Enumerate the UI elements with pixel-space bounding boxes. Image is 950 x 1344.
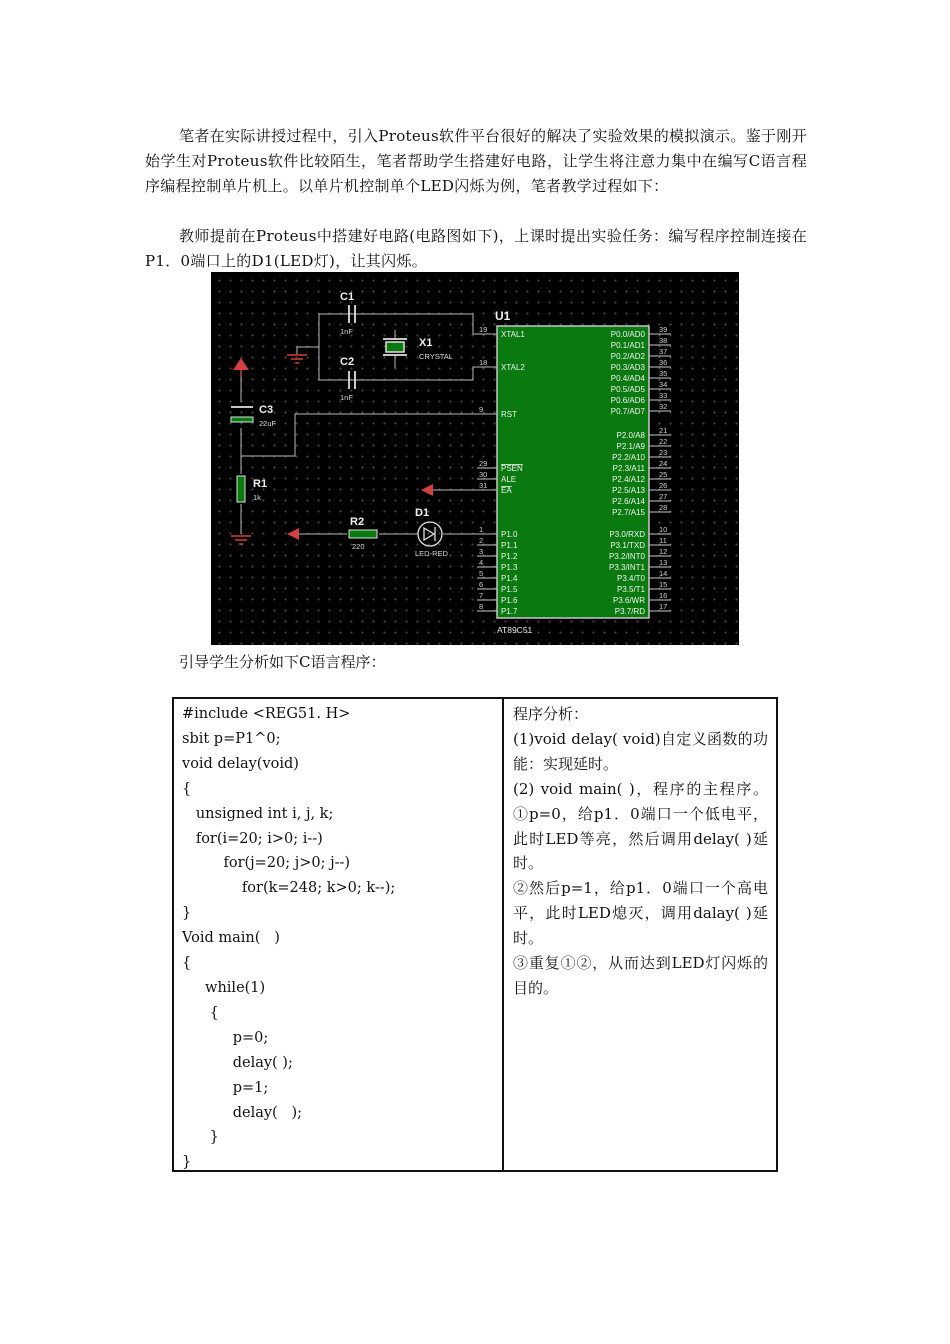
- x1-value: CRYSTAL: [419, 352, 453, 361]
- r2-ref: R2: [350, 516, 365, 528]
- ground-oscillator: [287, 355, 307, 363]
- pin-name: P0.6/AD6: [610, 396, 645, 405]
- pin-number: 35: [659, 369, 668, 378]
- pin-number: 30: [479, 470, 488, 479]
- pin-number: 19: [479, 325, 488, 334]
- pin-number: 5: [479, 569, 484, 578]
- pin-name: XTAL2: [501, 363, 525, 372]
- code-line: }: [182, 905, 192, 922]
- ground-reset: [231, 536, 251, 544]
- analysis-item-4: ③重复①②，从而达到LED灯闪烁的目的。: [513, 954, 768, 997]
- pin-name: P1.3: [501, 563, 518, 572]
- code-line: {: [182, 1004, 219, 1021]
- c1-value: 1nF: [340, 327, 353, 336]
- pin-number: 31: [479, 481, 488, 490]
- pin-number: 14: [659, 569, 668, 578]
- analysis-item-1: (1)void delay( void)自定义函数的功能：实现延时。: [513, 729, 768, 773]
- pin-name: P0.2/AD2: [610, 352, 645, 361]
- pin-number: 38: [659, 336, 668, 345]
- task-paragraph: 教师提前在Proteus中搭建好电路(电路图如下)，上课时提出实验任务：编写程序控制连接在P1．0端口上的D1(LED灯)，让其闪烁。: [145, 227, 807, 270]
- pin-name: P3.7/RD: [614, 607, 645, 616]
- analysis-item-2: (2) void main( )，程序的主程序。①p=0，给p1．0端口一个低电平，此时LED等亮，然后调用delay( )延时。: [513, 779, 768, 873]
- analysis-column: [504, 699, 776, 1170]
- pin-number: 26: [659, 481, 668, 490]
- pin-name: P3.1/TXD: [610, 541, 645, 550]
- pin-number: 28: [659, 503, 668, 512]
- pin-number: 15: [659, 580, 668, 589]
- code-line: for(j=20; j>0; j--): [182, 855, 351, 872]
- pin-number: 29: [479, 459, 488, 468]
- u1-value: AT89C51: [497, 625, 533, 635]
- code-line: while(1): [182, 979, 266, 996]
- code-line: {: [182, 955, 192, 972]
- r1-value: 1k: [253, 493, 261, 502]
- pin-number: 8: [479, 602, 484, 611]
- pin-name: RST: [501, 410, 517, 419]
- pin-name: P1.1: [501, 541, 518, 550]
- pin-name: P2.5/A13: [612, 486, 645, 495]
- pin-number: 21: [659, 426, 668, 435]
- pin-name: ALE: [501, 475, 517, 484]
- code-caption: 引导学生分析如下C语言程序：: [179, 653, 386, 671]
- pin-number: 25: [659, 470, 668, 479]
- code-line: void delay(void): [182, 755, 299, 772]
- d1-value: LED-RED: [415, 549, 448, 558]
- reset-circuit: [241, 368, 497, 534]
- vcc-arrow: [233, 358, 249, 370]
- code-line: #include <REG51. H>: [182, 706, 351, 722]
- pin-number: 7: [479, 591, 484, 600]
- intro-paragraph: 笔者在实际讲授过程中，引入Proteus软件平台很好的解决了实验效果的模拟演示。鉴于刚开始学生对Proteus软件比较陌生，笔者帮助学生搭建好电路，让学生将注意力集中在编写C语言程序编程控制单片机上。以单片机控制单个LED闪烁为例，笔者教学过程如下：: [145, 127, 807, 195]
- pin-number: 12: [659, 547, 668, 556]
- code-line: p=0;: [182, 1029, 269, 1046]
- pin-number: 36: [659, 358, 668, 367]
- pin-number: 27: [659, 492, 668, 501]
- pin-number: 24: [659, 459, 668, 468]
- d1-ref: D1: [415, 507, 430, 519]
- c3-ref: C3: [259, 404, 274, 416]
- pin-name: P1.0: [501, 530, 518, 539]
- c1-ref: C1: [340, 291, 355, 303]
- pin-name: P2.4/A12: [612, 475, 645, 484]
- pin-number: 11: [659, 536, 667, 545]
- pin-number: 33: [659, 391, 668, 400]
- u1-ref: U1: [495, 309, 511, 323]
- pin-name: P1.5: [501, 585, 518, 594]
- code-line: Void main( ): [182, 930, 280, 947]
- pin-number: 3: [479, 547, 484, 556]
- pin-number: 17: [659, 602, 668, 611]
- pin-name: P3.6/WR: [612, 596, 645, 605]
- pin-name: P2.2/A10: [612, 453, 645, 462]
- pin-name: P0.1/AD1: [610, 341, 645, 350]
- circuit-diagram: [211, 272, 739, 645]
- pin-number: 10: [659, 525, 668, 534]
- code-line: p=1;: [182, 1079, 269, 1096]
- analysis-title: 程序分析：: [513, 705, 589, 723]
- pin-name: P2.0/A8: [616, 431, 645, 440]
- r2-value: 220: [352, 542, 365, 551]
- pin-name: EA: [501, 486, 512, 495]
- code-line: delay( );: [182, 1054, 293, 1071]
- pin-name: P1.6: [501, 596, 518, 605]
- pin-number: 4: [479, 558, 484, 567]
- pin-name: P2.7/A15: [612, 508, 645, 517]
- code-line: delay( );: [182, 1104, 303, 1121]
- pin-number: 9: [479, 405, 484, 414]
- pin-number: 1: [479, 525, 484, 534]
- pin-name: P1.4: [501, 574, 518, 583]
- pin-number: 32: [659, 402, 668, 411]
- code-line: }: [182, 1129, 219, 1146]
- analysis-item-3: ②然后p=1，给p1．0端口一个高电平，此时LED熄灭，调用dalay( )延时。: [513, 879, 768, 948]
- pin-name: P3.5/T1: [616, 585, 645, 594]
- c2-ref: C2: [340, 356, 355, 368]
- pin-name: P3.3/INT1: [608, 563, 645, 572]
- pin-number: 23: [659, 448, 668, 457]
- pin-name: P2.6/A14: [612, 497, 645, 506]
- code-line: for(k=248; k>0; k--);: [182, 880, 396, 897]
- pin-name: P3.4/T0: [616, 574, 645, 583]
- code-line: for(i=20; i>0; i--): [182, 830, 323, 847]
- pin-name: P0.0/AD0: [610, 330, 645, 339]
- c3-value: 22uF: [259, 419, 277, 428]
- r1-ref: R1: [253, 478, 268, 490]
- pin-name: P1.2: [501, 552, 518, 561]
- pin-name: XTAL1: [501, 330, 525, 339]
- code-line: }: [182, 1154, 192, 1171]
- pin-number: 34: [659, 380, 668, 389]
- pin-number: 18: [479, 358, 488, 367]
- c2-value: 1nF: [340, 393, 353, 402]
- led-arrow: [287, 528, 299, 540]
- pin-number: 16: [659, 591, 668, 600]
- pin-number: 37: [659, 347, 668, 356]
- code-analysis-table: [172, 697, 778, 1172]
- pin-number: 2: [479, 536, 484, 545]
- ea-arrow: [421, 484, 433, 496]
- pin-name: P3.0/RXD: [609, 530, 645, 539]
- pin-number: 6: [479, 580, 484, 589]
- pin-number: 22: [659, 437, 668, 446]
- pin-name: P0.7/AD7: [610, 407, 645, 416]
- code-line: unsigned int i, j, k;: [182, 805, 334, 822]
- pin-name: P2.3/A11: [612, 464, 645, 473]
- pin-name: P0.5/AD5: [610, 385, 645, 394]
- pin-name: P3.2/INT0: [608, 552, 645, 561]
- pin-name: P1.7: [501, 607, 518, 616]
- pin-name: PSEN: [501, 464, 523, 473]
- code-column: [174, 699, 504, 1170]
- x1-ref: X1: [419, 337, 433, 349]
- pin-name: P0.4/AD4: [610, 374, 645, 383]
- pin-number: 13: [659, 558, 668, 567]
- code-line: sbit p=P1^0;: [182, 730, 281, 747]
- pin-name: P2.1/A9: [616, 442, 645, 451]
- pin-name: P0.3/AD3: [610, 363, 645, 372]
- pin-number: 39: [659, 325, 668, 334]
- code-line: {: [182, 780, 192, 797]
